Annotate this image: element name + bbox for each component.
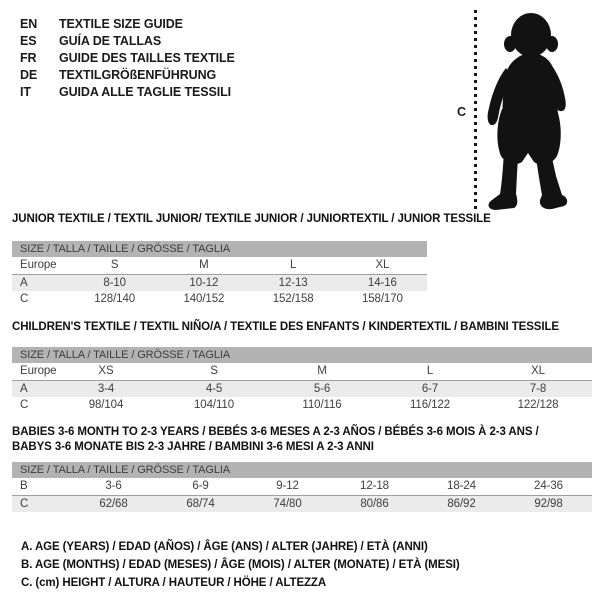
cell-value: M (199, 259, 209, 271)
cell-value: 86/92 (447, 498, 476, 510)
table-row (12, 478, 592, 495)
lang-row-fr (20, 50, 235, 67)
cell-value: 5-6 (313, 383, 331, 395)
row-label: Europe (20, 259, 57, 271)
cell-value: 116/122 (409, 399, 451, 411)
children-size-table (12, 347, 592, 414)
row-label: A (20, 277, 28, 289)
cell-value: 68/74 (186, 498, 215, 510)
junior-size-table (12, 241, 427, 308)
section-junior-textile (12, 212, 491, 308)
table-row (12, 495, 592, 512)
footnote-a: A. AGE (YEARS) / EDAD (AÑOS) / ÂGE (ANS) / ALTER (JAHRE) / ETÀ (ANNI) (21, 541, 428, 553)
cell-value: 10-12 (189, 277, 219, 289)
size-header-bar: SIZE / TALLA / TAILLE / GRÖSSE / TAGLIA (12, 347, 592, 363)
cell-value: 7-8 (529, 383, 547, 395)
height-measure-label: C (457, 105, 466, 119)
cell-value: L (289, 259, 297, 271)
table-row (12, 257, 427, 274)
cell-value: 80/86 (360, 498, 389, 510)
cell-value: 24-36 (534, 480, 563, 492)
cell-value: 9-12 (276, 480, 299, 492)
cell-value: XL (531, 365, 545, 377)
cell-value: XL (375, 259, 390, 271)
cell-value: 122/128 (517, 399, 559, 411)
cell-value: 6-7 (421, 383, 439, 395)
size-header-bar: SIZE / TALLA / TAILLE / GRÖSSE / TAGLIA (12, 462, 592, 478)
row-label: C (20, 498, 29, 510)
lang-code: FR (20, 51, 37, 65)
table-row (12, 363, 592, 380)
row-label: A (20, 383, 28, 395)
lang-code: EN (20, 17, 38, 31)
cell-value: 4-5 (205, 383, 223, 395)
lang-title: GUÍA DE TALLAS (59, 34, 162, 48)
cell-value: 104/110 (193, 399, 235, 411)
cell-value: M (317, 365, 327, 377)
cell-value: S (210, 365, 218, 377)
cell-value: 92/98 (534, 498, 563, 510)
cell-value: 12-13 (278, 277, 308, 289)
cell-value: 18-24 (447, 480, 476, 492)
cell-value: 8-10 (103, 277, 126, 289)
table-row (12, 380, 592, 397)
cell-value: 152/158 (272, 293, 314, 305)
cell-value: 14-16 (367, 277, 397, 289)
cell-value: L (426, 365, 434, 377)
row-label: C (20, 399, 29, 411)
lang-row-de (20, 67, 235, 84)
lang-code: IT (20, 85, 31, 99)
cell-value: 12-18 (360, 480, 389, 492)
cell-value: 6-9 (192, 480, 209, 492)
cell-value: 3-6 (105, 480, 122, 492)
lang-title: GUIDA ALLE TAGLIE TESSILI (59, 85, 232, 99)
row-label: Europe (20, 365, 57, 377)
size-header-bar: SIZE / TALLA / TAILLE / GRÖSSE / TAGLIA (12, 241, 427, 257)
table-row (12, 397, 592, 414)
children-table-rows (12, 363, 592, 414)
section-childrens-textile (12, 320, 592, 414)
language-title-block (20, 16, 235, 101)
footnote-c: C. (cm) HEIGHT / ALTURA / HAUTEUR / HÖHE / ALTEZZA (21, 577, 327, 589)
lang-code: DE (20, 68, 38, 82)
lang-row-es (20, 33, 235, 50)
footnote-b: B. AGE (MONTHS) / EDAD (MESES) / ÂGE (MOIS) / ALTER (MONATE) / ETÀ (MESI) (21, 559, 460, 571)
children-table-title: CHILDREN'S TEXTILE / TEXTIL NIÑO/A / TEXTILE DES ENFANTS / KINDERTEXTIL / BAMBINI TESSILE (12, 321, 559, 333)
cell-value: 140/152 (183, 293, 225, 305)
cell-value: XS (98, 365, 114, 377)
baby-silhouette-icon (484, 4, 588, 212)
lang-title: TEXTILE SIZE GUIDE (59, 17, 183, 31)
cell-value: 110/116 (302, 399, 342, 411)
babies-table-title-line1: BABIES 3-6 MONTH TO 2-3 YEARS / BEBÉS 3-6 MESES A 2-3 AÑOS / BÉBÉS 3-6 MOIS À 2-3 ANS / (12, 426, 539, 438)
cell-value: 128/140 (94, 293, 136, 305)
cell-value: 62/68 (99, 498, 128, 510)
cell-value: S (110, 259, 119, 271)
lang-row-it (20, 84, 235, 101)
section-babies-textile (12, 425, 592, 512)
lang-title: TEXTILGRÖßENFÜHRUNG (59, 68, 217, 82)
row-label: B (20, 480, 28, 492)
junior-table-title: JUNIOR TEXTILE / TEXTIL JUNIOR/ TEXTILE JUNIOR / JUNIORTEXTIL / JUNIOR TESSILE (12, 213, 491, 225)
junior-table-rows (12, 257, 427, 308)
cell-value: 98/104 (88, 399, 124, 411)
cell-value: 158/170 (361, 293, 403, 305)
babies-table-title-line2: BABYS 3-6 MONATE BIS 2-3 JAHRE / BAMBINI 3-6 MESI A 2-3 ANNI (12, 441, 374, 453)
cell-value: 74/80 (273, 498, 302, 510)
lang-title: GUIDE DES TAILLES TEXTILE (59, 51, 235, 65)
lang-code: ES (20, 34, 37, 48)
cell-value: 3-4 (97, 383, 115, 395)
table-row (12, 274, 427, 291)
footnotes-block (21, 538, 460, 592)
table-row (12, 291, 427, 308)
dashed-measure-line (474, 10, 477, 210)
row-label: C (20, 293, 29, 305)
babies-table-rows (12, 478, 592, 512)
baby-figure-area (450, 0, 595, 215)
babies-size-table (12, 462, 592, 512)
lang-row-en (20, 16, 235, 33)
